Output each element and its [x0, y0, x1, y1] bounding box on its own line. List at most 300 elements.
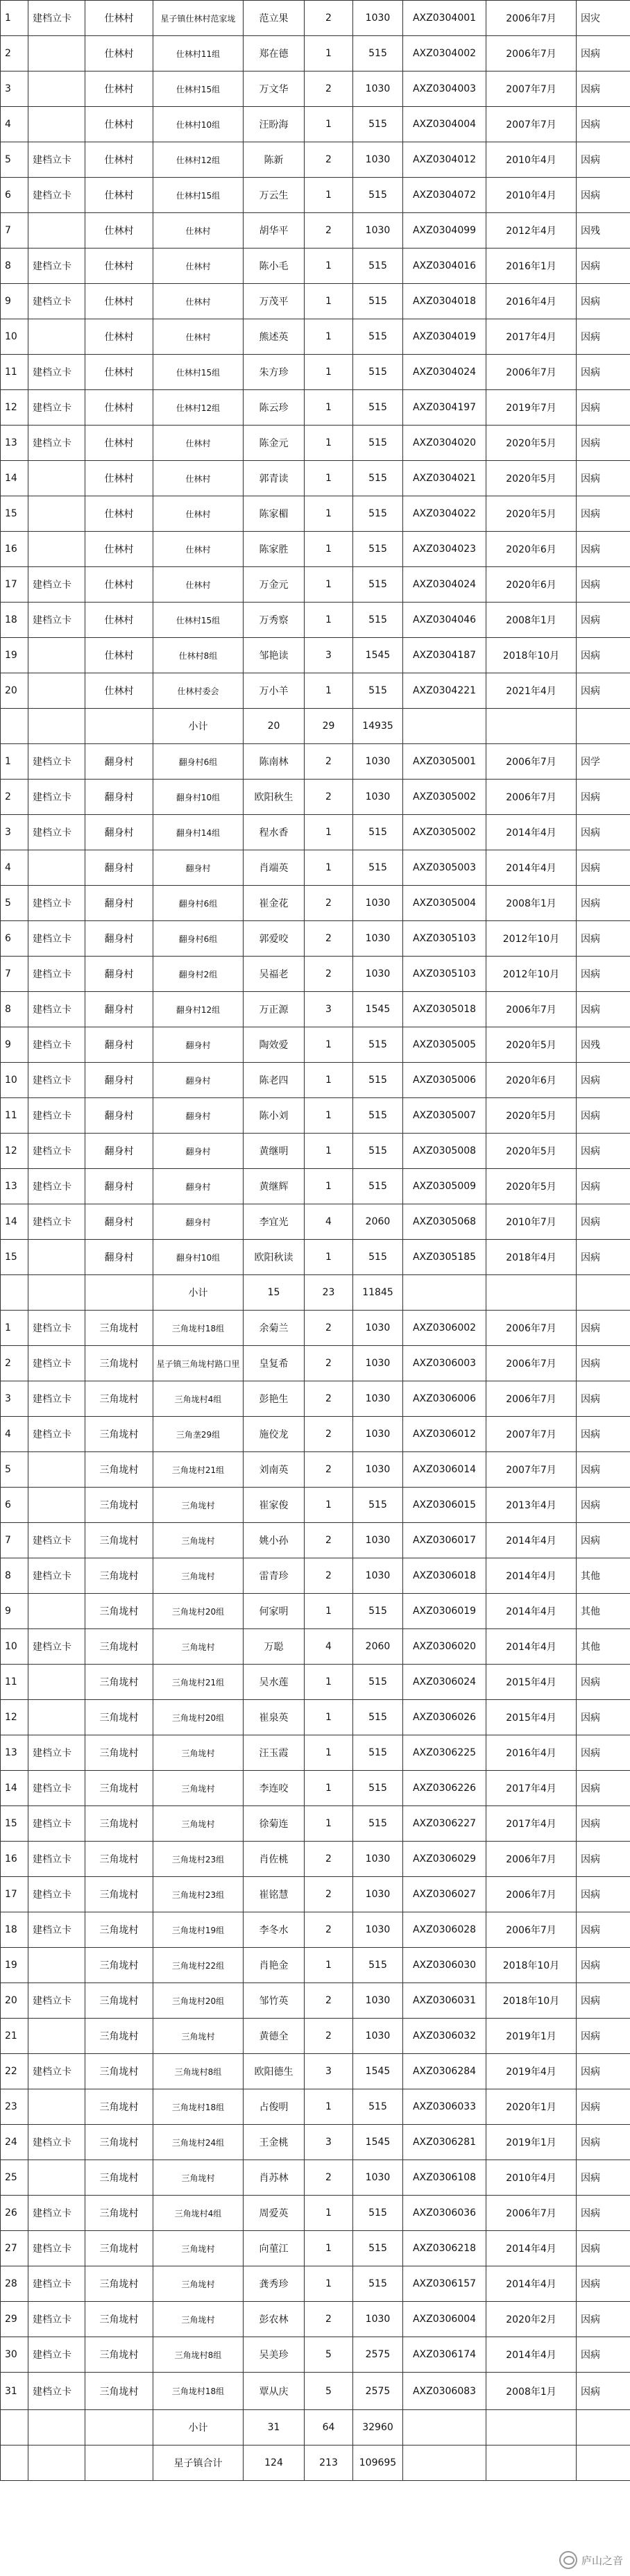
cell-code: AXZ0306029 [403, 1842, 486, 1877]
cell-type: 建档立卡 [28, 886, 85, 921]
cell-people: 1 [305, 1063, 353, 1098]
cell-amount: 515 [353, 1700, 403, 1735]
cell-amount: 1030 [353, 1877, 403, 1912]
cell-group: 仕林村8组 [153, 638, 244, 673]
cell-seq: 23 [1, 2089, 28, 2125]
table-row [1, 1523, 630, 1558]
cell-reason: 因病 [577, 2019, 630, 2054]
cell-code: AXZ0306032 [403, 2019, 486, 2054]
table-row [1, 1665, 630, 1700]
cell-type: 建档立卡 [28, 1912, 85, 1948]
cell-type: 建档立卡 [28, 1063, 85, 1098]
cell-people: 1 [305, 1594, 353, 1629]
cell-date: 2010年4月 [486, 2160, 577, 2196]
cell-seq: 5 [1, 1452, 28, 1488]
table-row [1, 71, 630, 107]
cell-date: 2008年1月 [486, 2373, 577, 2410]
cell-reason: 因病 [577, 1240, 630, 1275]
cell-reason: 因病 [577, 1665, 630, 1700]
cell-subtotal-count: 124 [244, 2445, 305, 2481]
table-row [1, 1204, 630, 1240]
cell-village: 仕林村 [85, 638, 153, 673]
cell-code: AXZ0306227 [403, 1806, 486, 1842]
cell-name: 崔家俊 [244, 1488, 305, 1523]
table-row [1, 567, 630, 603]
cell-name: 崔泉英 [244, 1700, 305, 1735]
cell-group: 翻身村 [153, 1204, 244, 1240]
cell-village: 三角垅村 [85, 1629, 153, 1665]
cell-type: 建档立卡 [28, 1417, 85, 1452]
cell-amount: 1030 [353, 1452, 403, 1488]
cell-group: 三角垅村 [153, 2019, 244, 2054]
cell-amount: 515 [353, 1665, 403, 1700]
watermark-text: 庐山之音 [581, 2554, 623, 2567]
cell-group: 翻身村6组 [153, 744, 244, 780]
cell-name: 欧阳德生 [244, 2054, 305, 2089]
cell-type: 建档立卡 [28, 355, 85, 390]
cell-reason: 因病 [577, 249, 630, 284]
cell-reason: 因病 [577, 284, 630, 319]
cell-empty [85, 2410, 153, 2445]
cell-village: 翻身村 [85, 992, 153, 1027]
cell-name: 范立果 [244, 1, 305, 36]
cell-code: AXZ0306019 [403, 1594, 486, 1629]
table-row [1, 355, 630, 390]
cell-amount: 1030 [353, 886, 403, 921]
cell-code: AXZ0306036 [403, 2196, 486, 2231]
cell-seq: 1 [1, 1311, 28, 1346]
cell-reason: 因病 [577, 1700, 630, 1735]
cell-date: 2010年4月 [486, 178, 577, 213]
cell-code: AXZ0306012 [403, 1417, 486, 1452]
cell-type [28, 1240, 85, 1275]
cell-seq: 12 [1, 1700, 28, 1735]
cell-group: 三角垅村20组 [153, 1700, 244, 1735]
cell-name: 皇复希 [244, 1346, 305, 1381]
cell-name: 万聪 [244, 1629, 305, 1665]
cell-people: 2 [305, 1452, 353, 1488]
cell-date: 2006年7月 [486, 1311, 577, 1346]
cell-name: 汪玉霞 [244, 1735, 305, 1771]
cell-code: AXZ0306018 [403, 1558, 486, 1594]
cell-code: AXZ0306083 [403, 2373, 486, 2410]
cell-seq: 9 [1, 1594, 28, 1629]
cell-type: 建档立卡 [28, 178, 85, 213]
cell-people: 1 [305, 461, 353, 496]
cell-people: 1 [305, 1240, 353, 1275]
cell-name: 施佼龙 [244, 1417, 305, 1452]
table-row [1, 1842, 630, 1877]
cell-name: 邹竹英 [244, 1983, 305, 2019]
cell-seq: 13 [1, 426, 28, 461]
cell-people: 4 [305, 1204, 353, 1240]
cell-village: 翻身村 [85, 850, 153, 886]
cell-date: 2012年10月 [486, 921, 577, 957]
cell-seq: 13 [1, 1735, 28, 1771]
cell-name: 徐菊连 [244, 1806, 305, 1842]
cell-amount: 2575 [353, 2337, 403, 2373]
cell-type: 建档立卡 [28, 567, 85, 603]
cell-amount: 1030 [353, 1417, 403, 1452]
cell-name: 胡华平 [244, 213, 305, 249]
cell-village: 三角垅村 [85, 1842, 153, 1877]
cell-village: 仕林村 [85, 71, 153, 107]
table-row [1, 780, 630, 815]
cell-code: AXZ0305004 [403, 886, 486, 921]
cell-type: 建档立卡 [28, 1771, 85, 1806]
cell-village: 三角垅村 [85, 2266, 153, 2302]
cell-reason: 因病 [577, 1912, 630, 1948]
cell-code: AXZ0305005 [403, 1027, 486, 1063]
cell-amount: 515 [353, 1027, 403, 1063]
cell-date: 2006年7月 [486, 780, 577, 815]
cell-reason: 因病 [577, 2231, 630, 2266]
cell-date: 2018年10月 [486, 1948, 577, 1983]
cell-date: 2007年7月 [486, 1452, 577, 1488]
cell-seq: 19 [1, 1948, 28, 1983]
cell-reason: 因病 [577, 178, 630, 213]
cell-group: 三角垅村20组 [153, 1983, 244, 2019]
cell-code: AXZ0305007 [403, 1098, 486, 1134]
cell-empty [486, 2410, 577, 2445]
cell-date: 2016年4月 [486, 284, 577, 319]
cell-village: 三角垅村 [85, 1983, 153, 2019]
table-row [1, 886, 630, 921]
table-row [1, 2125, 630, 2160]
cell-group: 仕林村12组 [153, 142, 244, 178]
cell-empty [403, 2410, 486, 2445]
cell-reason: 其他 [577, 1558, 630, 1594]
cell-name: 陈家胜 [244, 532, 305, 567]
table-row [1, 496, 630, 532]
cell-type [28, 532, 85, 567]
cell-group: 三角垅村4组 [153, 2196, 244, 2231]
cell-group: 三角垅村 [153, 2266, 244, 2302]
cell-reason: 因灾 [577, 1, 630, 36]
cell-village: 仕林村 [85, 532, 153, 567]
cell-seq: 15 [1, 1240, 28, 1275]
cell-amount: 515 [353, 1169, 403, 1204]
cell-reason: 因病 [577, 957, 630, 992]
cell-name: 肖端英 [244, 850, 305, 886]
cell-amount: 515 [353, 532, 403, 567]
cell-reason: 因病 [577, 1735, 630, 1771]
cell-type [28, 1700, 85, 1735]
cell-seq: 16 [1, 532, 28, 567]
cell-people: 1 [305, 1806, 353, 1842]
cell-village: 翻身村 [85, 744, 153, 780]
cell-type: 建档立卡 [28, 1098, 85, 1134]
cell-date: 2020年6月 [486, 567, 577, 603]
cell-group: 仕林村10组 [153, 107, 244, 142]
table-row [1, 2266, 630, 2302]
cell-people: 2 [305, 921, 353, 957]
cell-people: 2 [305, 780, 353, 815]
cell-empty [486, 1275, 577, 1311]
cell-name: 崔铭慧 [244, 1877, 305, 1912]
cell-name: 万金元 [244, 567, 305, 603]
cell-village: 三角垅村 [85, 1771, 153, 1806]
cell-type [28, 2089, 85, 2125]
cell-name: 李宜光 [244, 1204, 305, 1240]
cell-people: 2 [305, 142, 353, 178]
cell-subtotal-label: 星子镇合计 [153, 2445, 244, 2481]
cell-reason: 因病 [577, 1523, 630, 1558]
cell-code: AXZ0304018 [403, 284, 486, 319]
cell-group: 翻身村6组 [153, 886, 244, 921]
cell-amount: 1030 [353, 1523, 403, 1558]
cell-people: 2 [305, 1346, 353, 1381]
cell-name: 龚秀珍 [244, 2266, 305, 2302]
cell-code: AXZ0305002 [403, 780, 486, 815]
cell-date: 2020年5月 [486, 426, 577, 461]
cell-village: 三角垅村 [85, 1417, 153, 1452]
cell-group: 三角垅村 [153, 1523, 244, 1558]
cell-code: AXZ0304072 [403, 178, 486, 213]
cell-code: AXZ0306014 [403, 1452, 486, 1488]
cell-people: 1 [305, 603, 353, 638]
cell-seq: 29 [1, 2302, 28, 2337]
cell-people: 2 [305, 1311, 353, 1346]
cell-people: 1 [305, 2089, 353, 2125]
cell-amount: 2060 [353, 1204, 403, 1240]
cell-seq: 1 [1, 744, 28, 780]
cell-seq: 14 [1, 461, 28, 496]
cell-reason: 因病 [577, 390, 630, 426]
cell-code: AXZ0306284 [403, 2054, 486, 2089]
cell-village: 仕林村 [85, 107, 153, 142]
cell-date: 2010年7月 [486, 1204, 577, 1240]
cell-amount: 515 [353, 284, 403, 319]
cell-type [28, 496, 85, 532]
cell-group: 三角垅村24组 [153, 2125, 244, 2160]
table-row [1, 850, 630, 886]
cell-date: 2006年7月 [486, 1381, 577, 1417]
cell-type [28, 1452, 85, 1488]
cell-code: AXZ0305003 [403, 850, 486, 886]
cell-reason: 因病 [577, 2125, 630, 2160]
cell-name: 吴美珍 [244, 2337, 305, 2373]
cell-seq: 24 [1, 2125, 28, 2160]
cell-group: 仕林村12组 [153, 390, 244, 426]
cell-people: 2 [305, 744, 353, 780]
table-row [1, 1098, 630, 1134]
cell-people: 2 [305, 213, 353, 249]
cell-group: 仕林村 [153, 426, 244, 461]
cell-group: 三角垅村18组 [153, 2089, 244, 2125]
cell-date: 2016年4月 [486, 1735, 577, 1771]
table-row [1, 744, 630, 780]
cell-seq: 5 [1, 142, 28, 178]
cell-seq: 25 [1, 2160, 28, 2196]
cell-people: 1 [305, 1134, 353, 1169]
cell-code: AXZ0306002 [403, 1311, 486, 1346]
table-row [1, 2302, 630, 2337]
table-row [1, 142, 630, 178]
cell-seq: 2 [1, 780, 28, 815]
cell-subtotal-label: 小计 [153, 2410, 244, 2445]
cell-seq: 10 [1, 319, 28, 355]
cell-name: 郭青读 [244, 461, 305, 496]
cell-amount: 1030 [353, 921, 403, 957]
table-row [1, 1877, 630, 1912]
cell-date: 2014年4月 [486, 2266, 577, 2302]
cell-village: 翻身村 [85, 921, 153, 957]
cell-type: 建档立卡 [28, 2266, 85, 2302]
cell-date: 2007年7月 [486, 1417, 577, 1452]
table-row [1, 2373, 630, 2410]
cell-seq: 18 [1, 1912, 28, 1948]
cell-name: 肖苏林 [244, 2160, 305, 2196]
cell-reason: 因病 [577, 2302, 630, 2337]
cell-seq: 2 [1, 36, 28, 71]
cell-group: 星子镇仕林村范家垅 [153, 1, 244, 36]
cell-group: 仕林村15组 [153, 603, 244, 638]
cell-village: 翻身村 [85, 815, 153, 850]
cell-amount: 2060 [353, 1629, 403, 1665]
cell-amount: 515 [353, 461, 403, 496]
cell-group: 三角垅村19组 [153, 1912, 244, 1948]
cell-seq: 4 [1, 107, 28, 142]
cell-type: 建档立卡 [28, 921, 85, 957]
cell-village: 三角垅村 [85, 1381, 153, 1417]
cell-group: 翻身村10组 [153, 780, 244, 815]
cell-seq: 17 [1, 1877, 28, 1912]
cell-amount: 515 [353, 567, 403, 603]
cell-type: 建档立卡 [28, 1169, 85, 1204]
cell-village: 翻身村 [85, 1134, 153, 1169]
cell-people: 2 [305, 1558, 353, 1594]
table-row [1, 2337, 630, 2373]
cell-people: 1 [305, 284, 353, 319]
cell-amount: 515 [353, 1735, 403, 1771]
cell-date: 2017年4月 [486, 1771, 577, 1806]
cell-amount: 515 [353, 1594, 403, 1629]
cell-name: 邹艳读 [244, 638, 305, 673]
cell-seq: 20 [1, 1983, 28, 2019]
cell-subtotal-amount: 32960 [353, 2410, 403, 2445]
cell-reason: 因病 [577, 603, 630, 638]
cell-name: 黄继明 [244, 1134, 305, 1169]
cell-date: 2017年4月 [486, 1806, 577, 1842]
cell-empty [85, 2445, 153, 2481]
cell-empty [486, 2445, 577, 2481]
cell-seq: 8 [1, 1558, 28, 1594]
cell-type: 建档立卡 [28, 1735, 85, 1771]
cell-people: 2 [305, 2019, 353, 2054]
cell-type: 建档立卡 [28, 1877, 85, 1912]
cell-reason: 因病 [577, 142, 630, 178]
table-row [1, 1700, 630, 1735]
cell-reason: 因残 [577, 213, 630, 249]
cell-reason: 因病 [577, 1381, 630, 1417]
cell-name: 万茂平 [244, 284, 305, 319]
cell-reason: 因病 [577, 1311, 630, 1346]
cell-reason: 因病 [577, 1488, 630, 1523]
cell-code: AXZ0306015 [403, 1488, 486, 1523]
cell-type: 建档立卡 [28, 2125, 85, 2160]
cell-date: 2020年5月 [486, 1027, 577, 1063]
cell-reason: 因病 [577, 567, 630, 603]
cell-type [28, 638, 85, 673]
cell-people: 1 [305, 2266, 353, 2302]
cell-reason: 因病 [577, 638, 630, 673]
cell-type: 建档立卡 [28, 957, 85, 992]
cell-group: 仕林村 [153, 496, 244, 532]
cell-people: 1 [305, 1700, 353, 1735]
cell-code: AXZ0304024 [403, 567, 486, 603]
cell-name: 程水香 [244, 815, 305, 850]
cell-amount: 515 [353, 1488, 403, 1523]
cell-date: 2006年7月 [486, 1842, 577, 1877]
cell-amount: 515 [353, 1098, 403, 1134]
cell-date: 2014年4月 [486, 2231, 577, 2266]
cell-date: 2020年6月 [486, 1063, 577, 1098]
cell-code: AXZ0304001 [403, 1, 486, 36]
cell-people: 2 [305, 1, 353, 36]
table-row [1, 1735, 630, 1771]
cell-people: 3 [305, 2125, 353, 2160]
cell-name: 朱方珍 [244, 355, 305, 390]
cell-amount: 515 [353, 178, 403, 213]
cell-seq: 6 [1, 921, 28, 957]
cell-empty [28, 2410, 85, 2445]
cell-code: AXZ0305009 [403, 1169, 486, 1204]
cell-village: 仕林村 [85, 284, 153, 319]
cell-subtotal-amount: 11845 [353, 1275, 403, 1311]
cell-group: 三角垅村 [153, 2231, 244, 2266]
cell-people: 3 [305, 2054, 353, 2089]
table-row [1, 2196, 630, 2231]
cell-date: 2014年4月 [486, 1594, 577, 1629]
cell-people: 1 [305, 496, 353, 532]
cell-people: 2 [305, 2302, 353, 2337]
cell-code: AXZ0306024 [403, 1665, 486, 1700]
cell-type: 建档立卡 [28, 249, 85, 284]
cell-name: 陈小刘 [244, 1098, 305, 1134]
cell-village: 仕林村 [85, 673, 153, 709]
table-row [1, 1948, 630, 1983]
cell-group: 三角垅村 [153, 2160, 244, 2196]
cell-amount: 515 [353, 390, 403, 426]
cell-amount: 515 [353, 815, 403, 850]
cell-code: AXZ0304016 [403, 249, 486, 284]
cell-empty [577, 2410, 630, 2445]
cell-code: AXZ0306226 [403, 1771, 486, 1806]
cell-type: 建档立卡 [28, 1346, 85, 1381]
cell-empty [403, 709, 486, 744]
cell-code: AXZ0306026 [403, 1700, 486, 1735]
cell-amount: 515 [353, 355, 403, 390]
cell-type: 建档立卡 [28, 1983, 85, 2019]
cell-group: 三角垅村 [153, 1488, 244, 1523]
subtotal-row [1, 2410, 630, 2445]
cell-date: 2019年1月 [486, 2125, 577, 2160]
cell-group: 三角垅村4组 [153, 1381, 244, 1417]
cell-name: 黄德全 [244, 2019, 305, 2054]
cell-date: 2020年2月 [486, 2302, 577, 2337]
table-row [1, 213, 630, 249]
cell-date: 2006年7月 [486, 355, 577, 390]
cell-date: 2020年5月 [486, 1134, 577, 1169]
cell-people: 1 [305, 390, 353, 426]
cell-people: 2 [305, 1877, 353, 1912]
cell-type: 建档立卡 [28, 1134, 85, 1169]
cell-village: 三角垅村 [85, 1806, 153, 1842]
cell-subtotal-people: 23 [305, 1275, 353, 1311]
cell-seq: 18 [1, 603, 28, 638]
table-row [1, 1027, 630, 1063]
